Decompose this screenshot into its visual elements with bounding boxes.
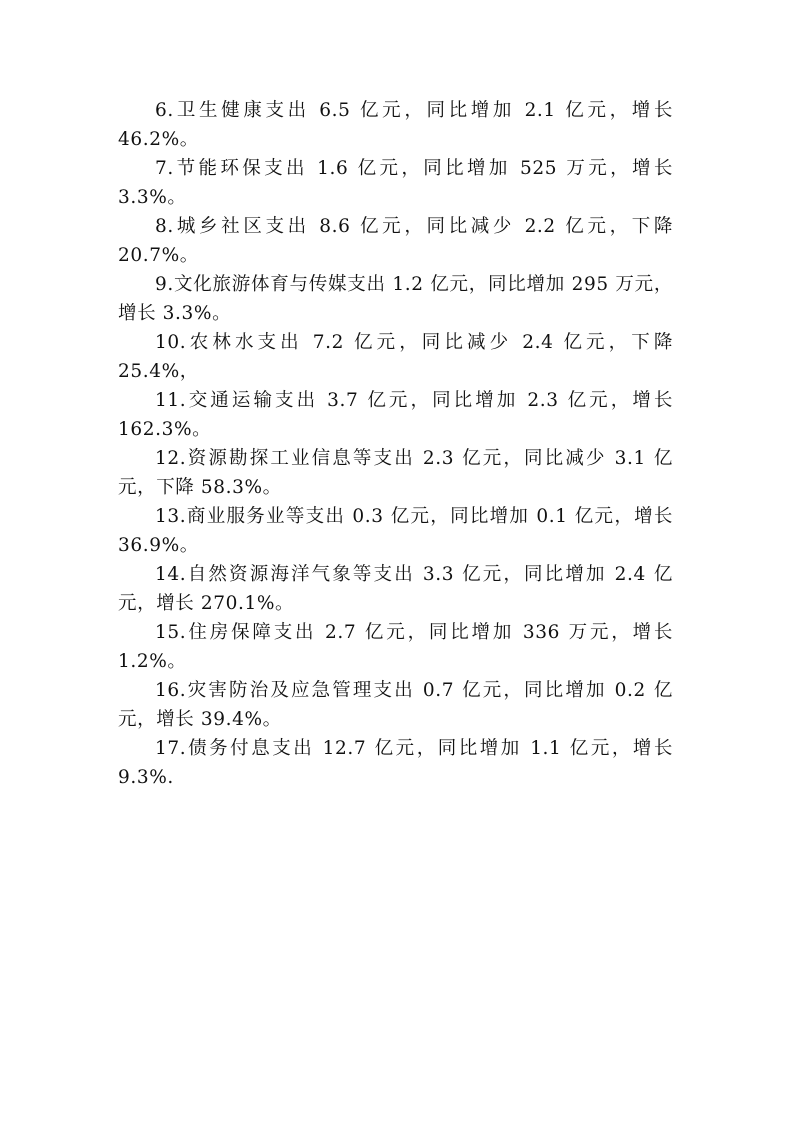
paragraph-resource-exploration-industry-expenditure: 12.资源勘探工业信息等支出 2.3 亿元，同比减少 3.1 亿元，下降 58.3%。 bbox=[118, 448, 673, 498]
paragraph-debt-interest-expenditure: 17.债务付息支出 12.7 亿元，同比增加 1.1 亿元，增长 9.3%. bbox=[118, 738, 673, 788]
document-body bbox=[118, 96, 673, 792]
paragraph-health-expenditure: 6.卫生健康支出 6.5 亿元，同比增加 2.1 亿元，增长 46.2%。 bbox=[118, 100, 673, 150]
paragraph-energy-environment-expenditure: 7.节能环保支出 1.6 亿元，同比增加 525 万元，增长 3.3%。 bbox=[118, 158, 673, 208]
paragraph-disaster-prevention-emergency-expenditure: 16.灾害防治及应急管理支出 0.7 亿元，同比增加 0.2 亿元，增长 39.4%。 bbox=[118, 680, 673, 730]
paragraph-transportation-expenditure: 11.交通运输支出 3.7 亿元，同比增加 2.3 亿元，增长 162.3%。 bbox=[118, 390, 673, 440]
paragraph-commerce-services-expenditure: 13.商业服务业等支出 0.3 亿元，同比增加 0.1 亿元，增长 36.9%。 bbox=[118, 506, 673, 556]
paragraph-agriculture-forestry-water-expenditure: 10.农林水支出 7.2 亿元，同比减少 2.4 亿元，下降 25.4%， bbox=[118, 332, 673, 382]
paragraph-natural-resources-marine-meteorology-expenditure: 14.自然资源海洋气象等支出 3.3 亿元，同比增加 2.4 亿元，增长 270.1%。 bbox=[118, 564, 673, 614]
paragraph-culture-tourism-sports-media-expenditure: 9.文化旅游体育与传媒支出 1.2 亿元，同比增加 295 万元，增长 3.3%。 bbox=[118, 274, 673, 324]
paragraph-housing-security-expenditure: 15.住房保障支出 2.7 亿元，同比增加 336 万元，增长 1.2%。 bbox=[118, 622, 673, 672]
paragraph-urban-rural-community-expenditure: 8.城乡社区支出 8.6 亿元，同比减少 2.2 亿元，下降 20.7%。 bbox=[118, 216, 673, 266]
